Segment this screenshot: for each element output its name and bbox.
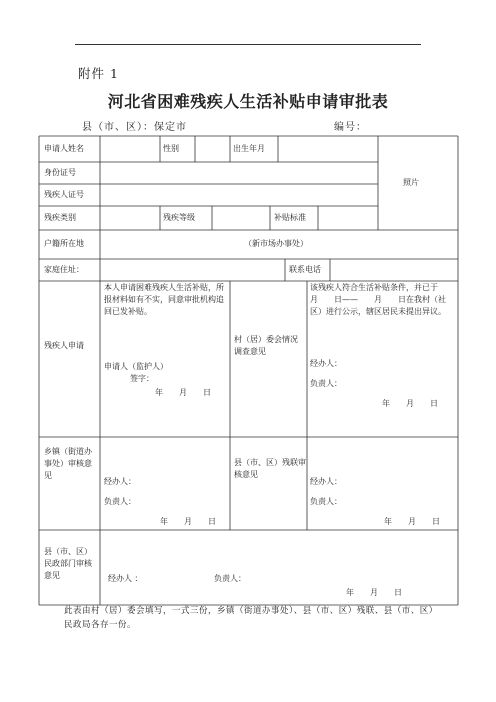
federation-section-label: 县（市、区）残联审核意见 bbox=[234, 458, 306, 479]
federation-handler-label: 经办人： bbox=[310, 477, 342, 486]
applicant-guardian-label: 申请人（监护人） bbox=[104, 362, 168, 371]
gender-label: 性别 bbox=[163, 144, 179, 153]
serial-number-label: 编号： bbox=[334, 122, 367, 133]
village-handler-label: 经办人： bbox=[310, 359, 342, 368]
birth-date-label: 出生年月 bbox=[233, 144, 265, 153]
home-address-label: 家庭住址： bbox=[44, 265, 84, 274]
county-line: 县（市、区）：保定市 bbox=[82, 122, 187, 133]
application-statement: 本人申请困难残疾人生活补贴，所报材料如有不实，同意审批机构追回已发补贴。 bbox=[104, 283, 224, 316]
disability-level-label: 残疾等级 bbox=[163, 213, 195, 222]
civil-affairs-handler-label: 经办人 ： bbox=[108, 574, 143, 583]
civil-affairs-date: 年 月 日 bbox=[346, 588, 402, 597]
civil-affairs-responsible-label: 负责人： bbox=[214, 574, 246, 583]
township-handler-label: 经办人： bbox=[104, 477, 136, 486]
applicant-signature-label: 签字： bbox=[130, 374, 154, 383]
application-section-label: 残疾人申请 bbox=[44, 341, 84, 350]
household-location-label: 户籍所在地 bbox=[44, 239, 84, 248]
application-date: 年 月 日 bbox=[155, 388, 211, 397]
household-location-value: （新市场办事处） bbox=[244, 239, 308, 248]
township-date: 年 月 日 bbox=[160, 517, 216, 526]
township-responsible-label: 负责人： bbox=[104, 497, 136, 506]
civil-affairs-section-label: 县（市、区）民政部门审核意见 bbox=[44, 547, 92, 580]
applicant-name-label: 申请人姓名 bbox=[44, 144, 84, 153]
annex-label: 附件 1 bbox=[78, 66, 119, 81]
township-section-label: 乡镇（街道办事处）审核意见 bbox=[44, 447, 92, 480]
disability-card-label: 残疾人证号 bbox=[44, 190, 84, 199]
contact-phone-label: 联系电话 bbox=[289, 265, 321, 274]
federation-responsible-label: 负责人： bbox=[310, 497, 342, 506]
form-title: 河北省困难残疾人生活补贴申请审批表 bbox=[107, 92, 389, 111]
footnote: 此表由村（居）委会填写，一式三份，乡镇（街道办事处）、县（市、区）残联、县（市、区）民政局各存一份。 bbox=[64, 606, 438, 630]
federation-date: 年 月 日 bbox=[384, 517, 440, 526]
village-responsible-label: 负责人： bbox=[310, 379, 342, 388]
village-section-label: 村（居）委会情况调查意见 bbox=[234, 335, 298, 356]
id-card-label: 身份证号 bbox=[44, 168, 76, 177]
village-date: 年 月 日 bbox=[382, 399, 438, 408]
photo-label: 照片 bbox=[403, 178, 419, 187]
subsidy-standard-label: 补贴标准 bbox=[274, 213, 306, 222]
disability-type-label: 残疾类别 bbox=[44, 213, 76, 222]
village-statement: 该残疾人符合生活补贴条件，并已于 月 日—— 月 日在我村（社区）进行公示，辖区居民未提出异议。 bbox=[310, 283, 454, 316]
